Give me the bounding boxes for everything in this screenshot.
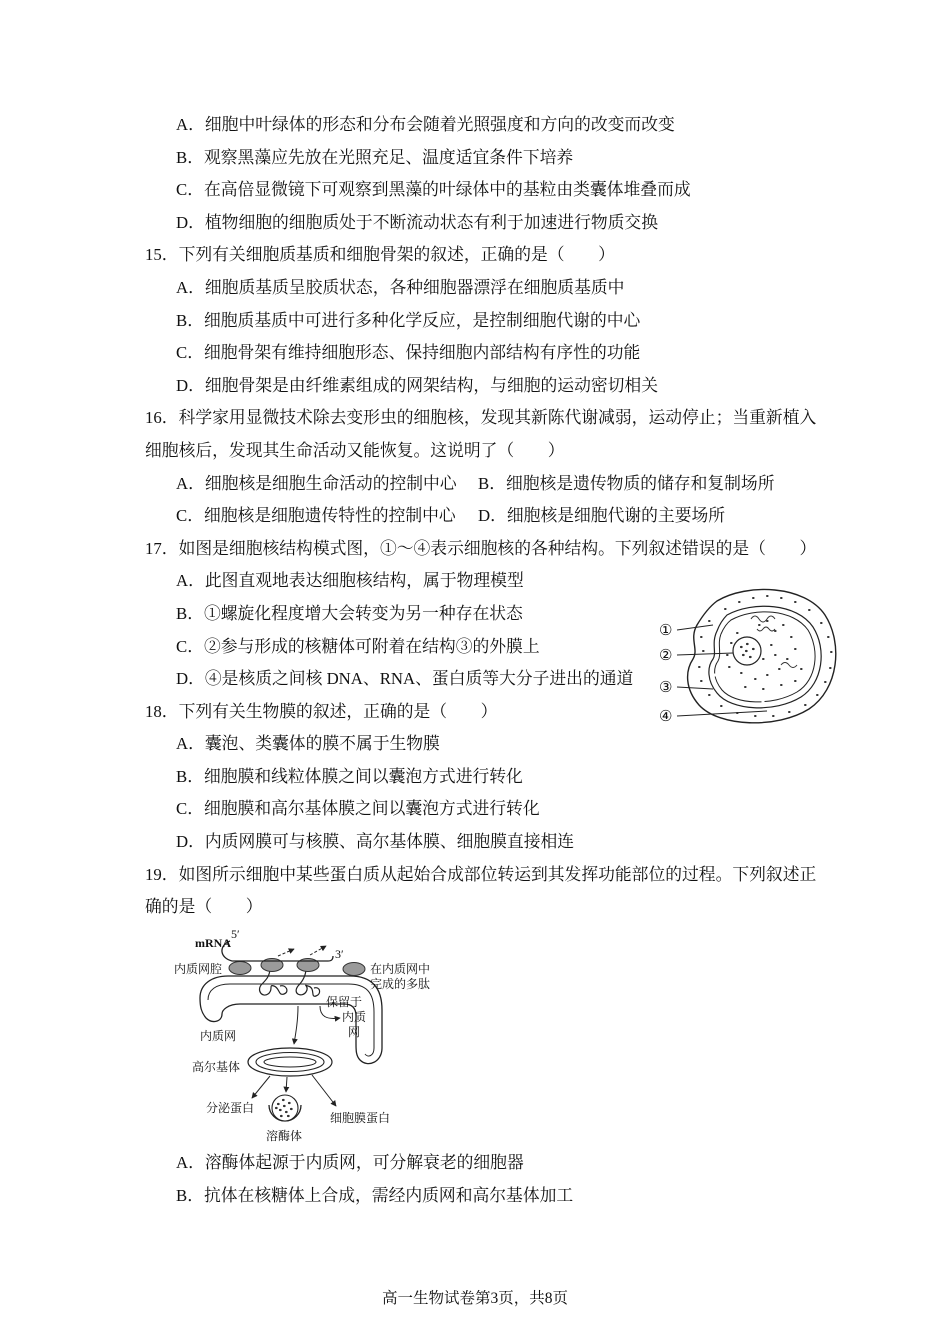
main-text-block [0, 109, 950, 924]
ribosome-1 [229, 962, 251, 975]
label-three-prime: 3′ [335, 947, 344, 961]
q19-stem-line-1: 19．如图所示细胞中某些蛋白质从起始合成部位转运到其发挥功能部位的过程。下列叙述正 [145, 864, 817, 884]
q16-stem-line-1: 16．科学家用显微技术除去变形虫的细胞核，发现其新陈代谢减弱，运动停止；当重新植入 [145, 408, 817, 428]
label-golgi: 高尔基体 [192, 1060, 241, 1074]
label-completed-polypeptide-line-2: 完成的多肽 [370, 977, 431, 991]
movement-arrow-1 [278, 949, 294, 956]
q18-stem: 18．下列有关生物膜的叙述，正确的是（ ） [145, 701, 498, 721]
page-footer: 高一生物试卷第3页，共8页 [381, 1290, 568, 1307]
label-secretory-protein: 分泌蛋白 [206, 1101, 255, 1115]
label-mrna: mRNA [195, 936, 231, 950]
label-lysosome: 溶酶体 [266, 1129, 303, 1143]
label-er: 内质网 [200, 1029, 237, 1043]
golgi-cisterna-inner [264, 1057, 316, 1067]
q19-options-block [0, 1147, 950, 1212]
q15-option-d: D．细胞骨架是由纤维素组成的网架结构，与细胞的运动密切相关 [176, 375, 658, 395]
q15-option-c: C．细胞骨架有维持细胞形态、保持细胞内部结构有序性的功能 [176, 343, 641, 363]
label-membrane-protein: 细胞膜蛋白 [330, 1111, 391, 1125]
label-circled-3: ③ [659, 680, 673, 696]
q19-option-b: B．抗体在核糖体上合成，需经内质网和高尔基体加工 [176, 1185, 574, 1205]
prev-question-option-d: D．植物细胞的细胞质处于不断流动状态有利于加速进行物质交换 [176, 212, 658, 232]
q17-stem: 17．如图是细胞核结构模式图，①～④表示细胞核的各种结构。下列叙述错误的是（ ） [145, 538, 817, 558]
label-five-prime: 5′ [231, 927, 240, 941]
label-circled-1: ① [659, 623, 673, 639]
movement-arrow-2 [310, 946, 326, 955]
prev-question-option-b: B．观察黑藻应先放在光照充足、温度适宜条件下培养 [176, 147, 574, 167]
q18-option-c: C．细胞膜和高尔基体膜之间以囊泡方式进行转化 [176, 799, 540, 819]
q16-options-row-2 [0, 500, 950, 533]
prev-question-option-c: C．在高倍显微镜下可观察到黑藻的叶绿体中的基粒由类囊体堆叠而成 [176, 180, 691, 200]
protein-transport-diagram [170, 928, 445, 1146]
label-retained-line-1: 保留于 [326, 995, 363, 1009]
arrow-golgi-to-membrane [312, 1075, 336, 1106]
nucleus-structure-diagram [655, 585, 840, 730]
q15-option-b: B．细胞质基质中可进行多种化学反应，是控制细胞代谢的中心 [176, 310, 641, 330]
q18-option-d: D．内质网膜可与核膜、高尔基体膜、细胞膜直接相连 [176, 832, 575, 852]
q17-option-d: D．④是核质之间核 DNA、RNA、蛋白质等大分子进出的通道 [176, 669, 634, 689]
q15-stem: 15．下列有关细胞质基质和细胞骨架的叙述，正确的是（ ） [145, 245, 615, 265]
q17-option-c: C．②参与形成的核糖体可附着在结构③的外膜上 [176, 636, 540, 656]
q16-option-b: B．细胞核是遗传物质的储存和复制场所 [478, 473, 775, 493]
q17-option-a: A．此图直观地表达细胞核结构，属于物理模型 [176, 571, 524, 591]
q16-option-c: C．细胞核是细胞遗传特性的控制中心 [176, 506, 456, 526]
q16-option-a: A．细胞核是细胞生命活动的控制中心 [176, 473, 457, 493]
label-circled-2: ② [659, 648, 673, 664]
arrow-er-to-golgi [294, 1006, 298, 1044]
q18-option-a: A．囊泡、类囊体的膜不属于生物膜 [176, 734, 440, 754]
label-retained-line-2: 内质 [342, 1010, 367, 1024]
q19-stem-line-2: 确的是（ ） [145, 897, 263, 917]
q18-option-b: B．细胞膜和线粒体膜之间以囊泡方式进行转化 [176, 766, 523, 786]
q19-option-a: A．溶酶体起源于内质网，可分解衰老的细胞器 [176, 1153, 524, 1172]
arrow-golgi-to-secretory [252, 1076, 270, 1098]
free-completed-polypeptide [343, 963, 365, 976]
label-er-lumen: 内质网腔 [174, 962, 223, 976]
q16-stem-line-2: 细胞核后，发现其生命活动又能恢复。这说明了（ ） [145, 440, 565, 460]
arrow-golgi-to-lysosome [286, 1077, 287, 1092]
q16-options-row-1 [0, 468, 950, 501]
label-completed-polypeptide-line-1: 在内质网中 [370, 962, 431, 976]
q17-option-b: B．①螺旋化程度增大会转变为另一种存在状态 [176, 603, 523, 623]
q15-option-a: A．细胞质基质呈胶质状态，各种细胞器漂浮在细胞质基质中 [176, 277, 625, 297]
q16-option-d: D．细胞核是细胞代谢的主要场所 [478, 506, 726, 526]
label-circled-4: ④ [659, 709, 673, 725]
label-retained-line-3: 网 [348, 1025, 361, 1039]
prev-question-option-a: A．细胞中叶绿体的形态和分布会随着光照强度和方向的改变而改变 [176, 115, 675, 134]
